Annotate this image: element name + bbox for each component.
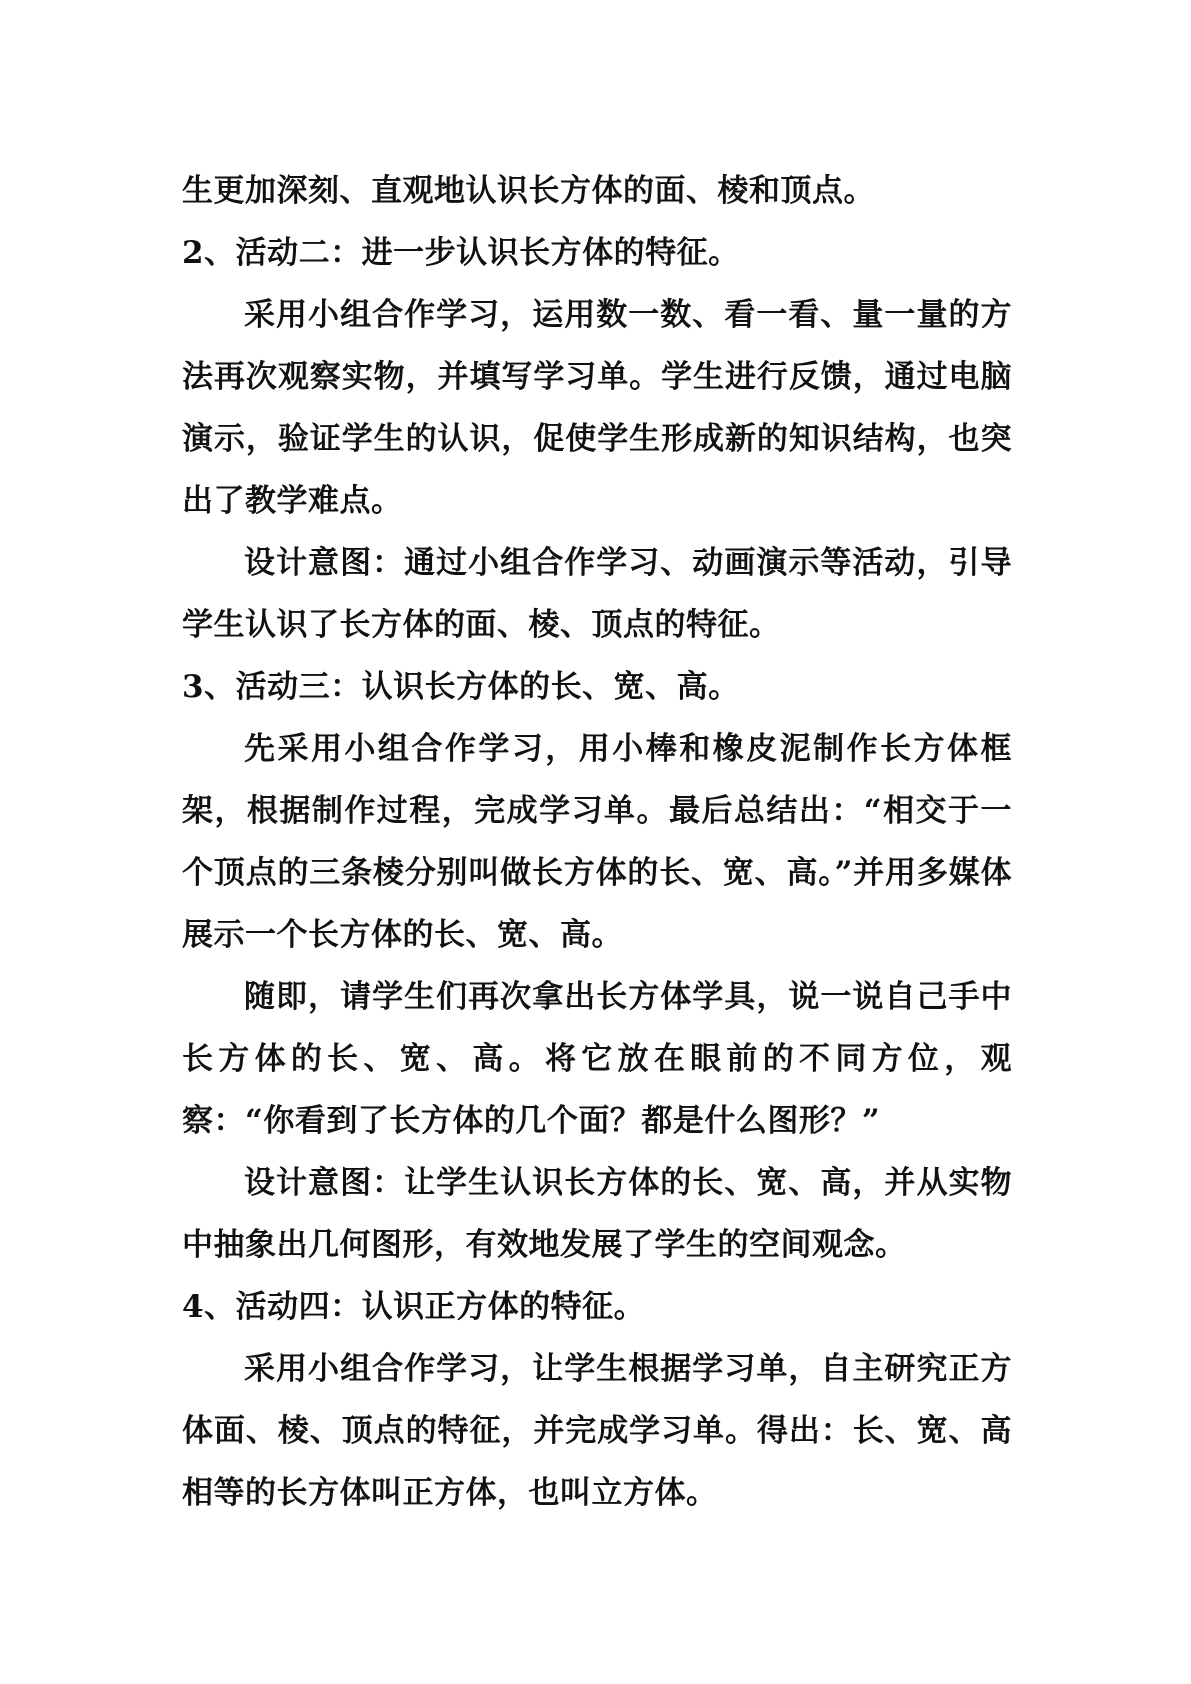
paragraph-activity-two-intent: 设计意图：通过小组合作学习、动画演示等活动，引导学生认识了长方体的面、棱、顶点的特征。	[182, 545, 1012, 643]
paragraph-activity-two-method: 采用小组合作学习，运用数一数、看一看、量一量的方法再次观察实物，并填写学习单。学生进行反馈，通过电脑演示，验证学生的认识，促使学生形成新的知识结构，也突出了教学难点。	[182, 297, 1012, 519]
paragraph-activity-three-method: 先采用小组合作学习，用小棒和橡皮泥制作长方体框架，根据制作过程，完成学习单。最后总结出：“相交于一个顶点的三条棱分别叫做长方体的长、宽、高。”并用多媒体展示一个长方体的长、宽、高。	[182, 731, 1012, 953]
heading-activity-two: 2、活动二：进一步认识长方体的特征。	[182, 235, 740, 271]
heading-activity-four: 4、活动四：认识正方体的特征。	[182, 1289, 646, 1325]
document-body	[182, 160, 1012, 1524]
heading-activity-three: 3、活动三：认识长方体的长、宽、高。	[182, 669, 740, 705]
paragraph-activity-three-intent: 设计意图：让学生认识长方体的长、宽、高，并从实物中抽象出几何图形，有效地发展了学生的空间观念。	[182, 1165, 1012, 1263]
paragraph-activity-four-method: 采用小组合作学习，让学生根据学习单，自主研究正方体面、棱、顶点的特征，并完成学习单。得出：长、宽、高相等的长方体叫正方体，也叫立方体。	[182, 1351, 1012, 1511]
paragraph-continuation: 生更加深刻、直观地认识长方体的面、棱和顶点。	[182, 173, 875, 209]
paragraph-activity-three-observe: 随即，请学生们再次拿出长方体学具，说一说自己手中长方体的长、宽、高。将它放在眼前的不同方位，观察：“你看到了长方体的几个面？都是什么图形？”	[182, 979, 1012, 1139]
